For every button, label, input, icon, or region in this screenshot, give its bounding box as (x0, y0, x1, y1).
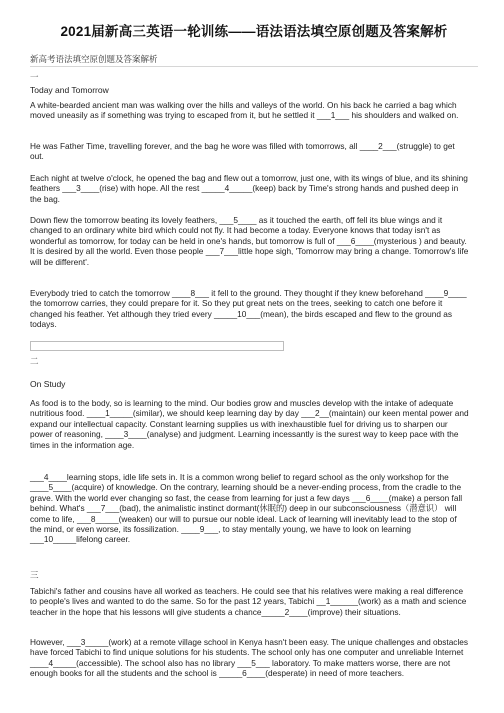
section-3-paragraph: Tabichi's father and cousins have all worked as teachers. He could see that his relatives were making a real difference to people's lives and wanted to do the same. So for the past 12 years, Tabichi __1______(work) as a math and science teacher in the hope that his lessons will give students a chance_____2____(improve) their situations. (30, 586, 467, 617)
section-1-paragraph: Each night at twelve o'clock, he opened the bag and flew out a tomorrow, just one, with its wings of blue, and its shining feathers ___3____(rise) with hope. All the rest _____4_____(keep) back by Time's strong hands and pushed deep in the bag. (30, 173, 468, 204)
section-1-heading: Today and Tomorrow (30, 85, 109, 95)
section-2-paragraph: As food is to the body, so is learning to the mind. Our bodies grow and muscles develop with the intake of adequate nutritious food. ____1_____(similar), we should keep learning day by day ___2__(maintain) our keen mental power and expand our intellectual capacity. Constant learning supplies us with inexhaustible fuel for driving us to sharpen our power of reasoning, ____3____(analyse) and judgment. Learning incessantly is the surest way to keep pace with the times in the information age. (30, 398, 469, 450)
blank-text-box (30, 341, 284, 351)
section-1-marker: 一 (30, 72, 39, 82)
section-3-marker: 三 (30, 570, 39, 580)
section-1-paragraph: A white-bearded ancient man was walking over the hills and valleys of the world. On his back he carried a bag which moved uneasily as if something was trying to escaped from it, but he settled it ___1___ his shoulders and walked on. (30, 100, 459, 121)
section-1-paragraph: He was Father Time, travelling forever, and the bag he wore was filled with tomorrows, all ____2___(struggle) to get out. (30, 141, 455, 162)
document-subtitle: 新高考语法填空原创题及答案解析 (30, 54, 158, 64)
document-title: 2021届新高三英语一轮训练——语法语法填空原创题及答案解析 (60, 24, 448, 39)
section-2-paragraph: ___4____learning stops, idle life sets in. It is a common wrong belief to regard school as the only workshop for the ____5____(acquire) of knowledge. On the contrary, learning should be a never-ending process, from the cradle to the grave. With the world ever changing so fast, the cease from learning for just a few days ___6____(make) a person fall behind. What's ___7___(bad), the animalistic instinct dormant(休眠的) deep in our subconsciousness（潜意识） will come to life, ___8_____(weaken) our will to pursue our noble ideal. Lack of learning will inevitably lead to the stop of the mind, or even worse, its fossilization. ____9___, to stay mentally young, we have to look on learning ___10_____lifelong career. (30, 472, 463, 545)
section-2-heading: On Study (30, 379, 66, 389)
divider (30, 66, 478, 67)
section-3-paragraph: However, ___3_____(work) at a remote village school in Kenya hasn't been easy. The unique challenges and obstacles have forced Tabichi to find unique solutions for his students. The school only has one computer and unreliable Internet ____4_____(accessible). The school also has no library ___5___ laboratory. To make matters worse, there are not enough books for all the students and the school is _____6____(desperate) in need of more teachers. (30, 637, 469, 679)
section-1-paragraph: Everybody tried to catch the tomorrow ____8___ it fell to the ground. They thought if they knew beforehand ____9____ the tomorrow carries, they could prepare for it. So they put great nets on the trees, seeking to catch one before it changed his feather. Yet although they tried every _____10___(mean), the birds escaped and flew to the ground as todays. (30, 288, 467, 330)
section-2-marker: 二 (30, 356, 39, 366)
section-1-paragraph: Down flew the tomorrow beating its lovely feathers, ___5____ as it touched the earth, off fell its blue wings and it changed to an ordinary white bird which could not fly. It had become a today. Everyone knows that today isn't as wonderful as tomorrow, for today can be held in one's hands, but tomorrow is full of ___6____(mysterious ) and beauty. It is desired by all the world. Even those people ___7___little hope sigh, 'Tomorrow may bring a change. Tomorrow's life will be different'. (30, 215, 469, 267)
